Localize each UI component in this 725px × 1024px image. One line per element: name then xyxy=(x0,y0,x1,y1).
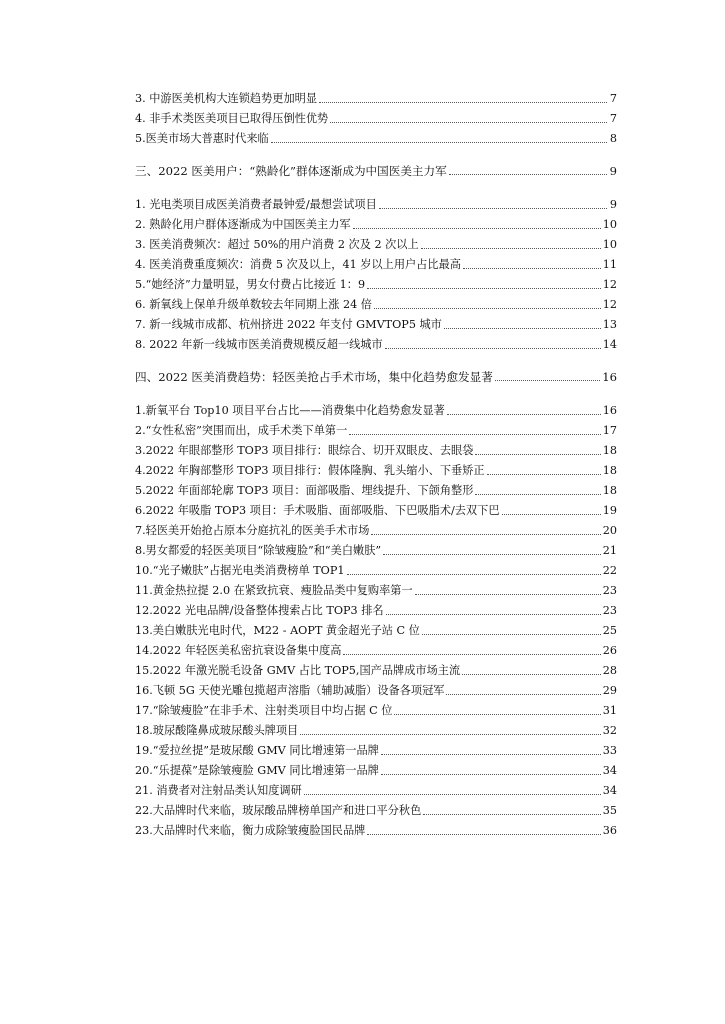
toc-entry-page: 31 xyxy=(602,704,617,717)
leader-dots xyxy=(330,122,607,123)
toc-entry-page: 19 xyxy=(602,504,617,517)
toc-entry-title: 16.飞顿 5G 天使光雕包揽超声溶脂（辅助减脂）设备各项冠军 xyxy=(135,684,445,697)
toc-entry[interactable] xyxy=(135,638,617,658)
toc-entry-title: 5.医美市场大普惠时代来临 xyxy=(135,132,269,145)
toc-entry-page: 16 xyxy=(602,404,617,417)
toc-entry[interactable] xyxy=(135,86,617,106)
toc-entry[interactable] xyxy=(135,518,617,538)
leader-dots xyxy=(319,102,607,103)
leader-dots xyxy=(379,208,607,209)
leader-dots xyxy=(449,174,607,175)
toc-entry-title: 8. 2022 年新一线城市医美消费规模反超一线城市 xyxy=(135,338,383,351)
leader-dots xyxy=(304,794,601,795)
toc-section-title: 三、2022 医美用户：“熟龄化”群体逐渐成为中国医美主力军 xyxy=(135,164,447,178)
toc-entry[interactable] xyxy=(135,718,617,738)
toc-entry-page: 34 xyxy=(602,784,617,797)
toc-entry-title: 5.2022 年面部轮廓 TOP3 项目：面部吸脂、埋线提升、下颌角整形 xyxy=(135,484,474,497)
toc-entry[interactable] xyxy=(135,738,617,758)
leader-dots xyxy=(487,474,601,475)
toc-entry-title: 4. 医美消费重度频次：消费 5 次及以上，41 岁以上用户占比最高 xyxy=(135,258,461,271)
toc-entry-title: 22.大品牌时代来临，玻尿酸品牌榜单国产和进口平分秋色 xyxy=(135,804,422,817)
toc-entry-title: 18.玻尿酸隆鼻成玻尿酸头牌项目 xyxy=(135,724,299,737)
leader-dots xyxy=(386,614,601,615)
leader-dots xyxy=(444,328,601,329)
toc-entry-page: 9 xyxy=(609,198,617,211)
toc-entry-page: 35 xyxy=(602,804,617,817)
toc-entry-page: 20 xyxy=(602,524,617,537)
toc-entry-page: 28 xyxy=(602,664,617,677)
toc-section-heading[interactable] xyxy=(135,362,617,384)
toc-entry-page: 32 xyxy=(602,724,617,737)
toc-entry-page: 29 xyxy=(602,684,617,697)
toc-entry[interactable] xyxy=(135,698,617,718)
toc-entry-title: 4. 非手术类医美项目已取得压倒性优势 xyxy=(135,112,329,125)
leader-dots xyxy=(381,774,601,775)
toc-entry[interactable] xyxy=(135,106,617,126)
toc-section-page: 9 xyxy=(609,164,617,178)
toc-entry-title: 20.“乐提葆”是除皱瘦脸 GMV 同比增速第一品牌 xyxy=(135,764,379,777)
toc-entry-title: 6.2022 年吸脂 TOP3 项目：手术吸脂、面部吸脂、下巴吸脂术/去双下巴 xyxy=(135,504,500,517)
toc-entry-title: 5.“她经济”力量明显，男女付费占比接近 1：9 xyxy=(135,278,366,291)
toc-entry-page: 18 xyxy=(602,444,617,457)
toc-group-section3 xyxy=(135,192,617,352)
toc-entry[interactable] xyxy=(135,658,617,678)
toc-entry-page: 14 xyxy=(602,338,617,351)
toc-entry[interactable] xyxy=(135,618,617,638)
toc-entry-title: 2.“女性私密”突围而出，成手术类下单第一 xyxy=(135,424,348,437)
toc-group-top xyxy=(135,86,617,146)
toc-entry[interactable] xyxy=(135,798,617,818)
leader-dots xyxy=(415,594,601,595)
toc-entry[interactable] xyxy=(135,438,617,458)
leader-dots xyxy=(367,834,600,835)
leader-dots xyxy=(423,814,600,815)
leader-dots xyxy=(394,714,600,715)
toc-entry-title: 10.“光子嫩肤”占据光电类消费榜单 TOP1 xyxy=(135,564,345,577)
toc-entry-title: 1.新氧平台 Top10 项目平台占比——消费集中化趋势愈发显著 xyxy=(135,404,445,417)
toc-entry[interactable] xyxy=(135,578,617,598)
leader-dots xyxy=(447,414,601,415)
leader-dots xyxy=(381,754,601,755)
toc-entry-page: 8 xyxy=(609,132,617,145)
toc-entry[interactable] xyxy=(135,478,617,498)
toc-entry[interactable] xyxy=(135,818,617,838)
toc-entry-page: 25 xyxy=(602,624,617,637)
toc-entry[interactable] xyxy=(135,252,617,272)
toc-entry-page: 7 xyxy=(609,112,617,125)
toc-entry-page: 22 xyxy=(602,564,617,577)
toc-entry[interactable] xyxy=(135,292,617,312)
leader-dots xyxy=(343,654,600,655)
toc-group-section4 xyxy=(135,398,617,838)
toc-entry-title: 2. 熟龄化用户群体逐渐成为中国医美主力军 xyxy=(135,218,351,231)
toc-entry-title: 7.轻医美开始抢占原本分庭抗礼的医美手术市场 xyxy=(135,524,370,537)
leader-dots xyxy=(463,268,601,269)
toc-entry-page: 11 xyxy=(602,258,617,271)
toc-entry-page: 12 xyxy=(602,298,617,311)
toc-entry[interactable] xyxy=(135,332,617,352)
leader-dots xyxy=(374,308,601,309)
toc-entry-title: 3.2022 年眼部整形 TOP3 项目排行：眼综合、切开双眼皮、去眼袋 xyxy=(135,444,474,457)
toc-entry-title: 17.“除皱瘦脸”在非手术、注射类项目中均占据 C 位 xyxy=(135,704,393,717)
toc-entry[interactable] xyxy=(135,458,617,478)
toc-entry-title: 3. 中游医美机构大连锁趋势更加明显 xyxy=(135,92,318,105)
toc-entry-title: 8.男女都爱的轻医美项目“除皱瘦脸”和“美白嫩肤” xyxy=(135,544,382,557)
toc-entry[interactable] xyxy=(135,678,617,698)
toc-entry-page: 10 xyxy=(602,238,617,251)
leader-dots xyxy=(385,348,601,349)
toc-entry-page: 33 xyxy=(602,744,617,757)
leader-dots xyxy=(367,288,601,289)
toc-entry[interactable] xyxy=(135,558,617,578)
toc-entry[interactable] xyxy=(135,538,617,558)
leader-dots xyxy=(347,574,601,575)
toc-entry-page: 10 xyxy=(602,218,617,231)
toc-section-title: 四、2022 医美消费趋势：轻医美抢占手术市场，集中化趋势愈发显著 xyxy=(135,370,493,384)
leader-dots xyxy=(421,248,601,249)
leader-dots xyxy=(300,734,601,735)
toc-entry-title: 6. 新氧线上保单升级单数较去年同期上涨 24 倍 xyxy=(135,298,372,311)
toc-section-heading[interactable] xyxy=(135,156,617,178)
toc-entry[interactable] xyxy=(135,126,617,146)
toc-entry[interactable] xyxy=(135,192,617,212)
toc-entry-title: 21. 消费者对注射品类认知度调研 xyxy=(135,784,302,797)
toc-entry-title: 4.2022 年胸部整形 TOP3 项目排行：假体隆胸、乳头缩小、下垂矫正 xyxy=(135,464,485,477)
toc-entry[interactable] xyxy=(135,212,617,232)
leader-dots xyxy=(383,554,601,555)
toc-entry-page: 36 xyxy=(602,824,617,837)
toc-section-page: 16 xyxy=(602,370,617,384)
toc-entry-page: 23 xyxy=(602,584,617,597)
leader-dots xyxy=(349,434,600,435)
toc-entry-title: 1. 光电类项目成医美消费者最钟爱/最想尝试项目 xyxy=(135,198,377,211)
leader-dots xyxy=(475,494,600,495)
toc-entry-title: 15.2022 年激光脱毛设备 GMV 占比 TOP5,国产品牌成市场主流 xyxy=(135,664,461,677)
leader-dots xyxy=(462,674,601,675)
toc-entry-title: 11.黄金热拉提 2.0 在紧致抗衰、瘦脸品类中复购率第一 xyxy=(135,584,413,597)
toc-entry[interactable] xyxy=(135,232,617,252)
toc-entry-title: 13.美白嫩肤光电时代，M22 - AOPT 黄金超光子站 C 位 xyxy=(135,624,420,637)
toc-entry-title: 23.大品牌时代来临，衡力成除皱瘦脸国民品牌 xyxy=(135,824,366,837)
leader-dots xyxy=(446,694,600,695)
toc-entry[interactable] xyxy=(135,272,617,292)
table-of-contents xyxy=(135,86,617,838)
leader-dots xyxy=(371,534,600,535)
toc-entry[interactable] xyxy=(135,312,617,332)
toc-entry[interactable] xyxy=(135,398,617,418)
toc-entry-title: 19.“爱拉丝提”是玻尿酸 GMV 同比增速第一品牌 xyxy=(135,744,379,757)
toc-entry[interactable] xyxy=(135,758,617,778)
leader-dots xyxy=(422,634,601,635)
toc-entry[interactable] xyxy=(135,498,617,518)
toc-entry-page: 18 xyxy=(602,464,617,477)
toc-entry-page: 26 xyxy=(602,644,617,657)
leader-dots xyxy=(495,380,600,381)
leader-dots xyxy=(475,454,600,455)
toc-entry[interactable] xyxy=(135,778,617,798)
toc-entry-page: 18 xyxy=(602,484,617,497)
toc-entry-page: 21 xyxy=(602,544,617,557)
toc-entry-title: 7. 新一线城市成都、杭州挤进 2022 年支付 GMVTOP5 城市 xyxy=(135,318,442,331)
toc-entry[interactable] xyxy=(135,418,617,438)
toc-entry-page: 23 xyxy=(602,604,617,617)
toc-entry-page: 34 xyxy=(602,764,617,777)
toc-entry-title: 12.2022 光电品牌/设备整体搜索占比 TOP3 排名 xyxy=(135,604,384,617)
leader-dots xyxy=(353,228,601,229)
toc-entry-page: 7 xyxy=(609,92,617,105)
toc-entry-page: 17 xyxy=(602,424,617,437)
toc-entry-page: 12 xyxy=(602,278,617,291)
leader-dots xyxy=(271,142,607,143)
toc-entry[interactable] xyxy=(135,598,617,618)
toc-entry-title: 14.2022 年轻医美私密抗衰设备集中度高 xyxy=(135,644,342,657)
toc-entry-page: 13 xyxy=(602,318,617,331)
leader-dots xyxy=(502,514,601,515)
toc-entry-title: 3. 医美消费频次：超过 50%的用户消费 2 次及 2 次以上 xyxy=(135,238,419,251)
